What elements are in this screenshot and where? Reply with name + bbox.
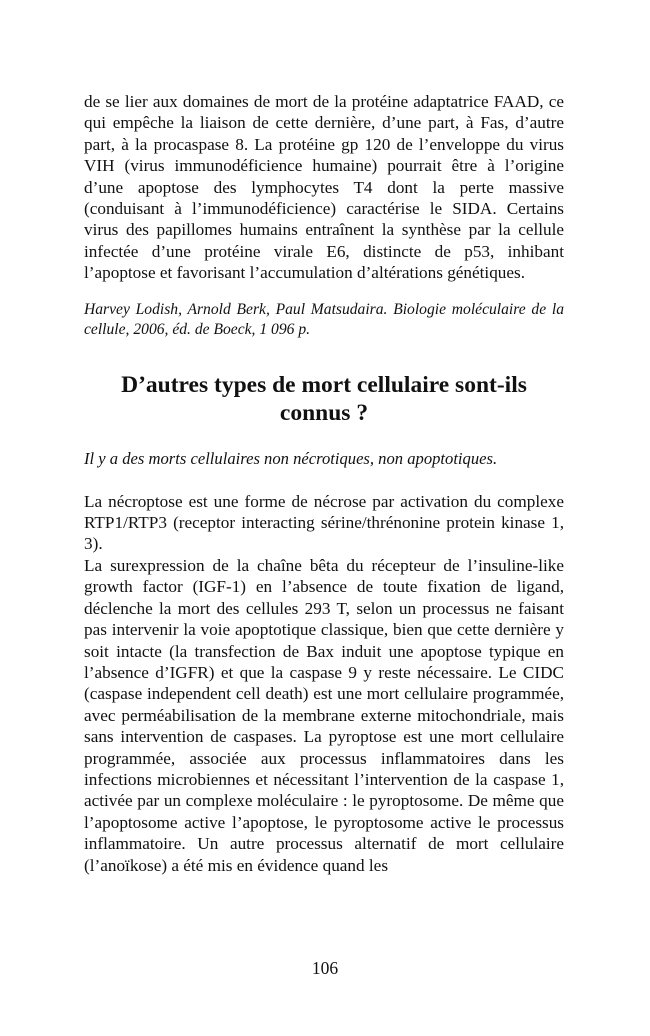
- section-heading: [84, 371, 564, 428]
- section-body: [84, 491, 564, 876]
- page-content: [84, 91, 564, 876]
- paragraph-necroptose: La nécroptose est une forme de nécrose par activation du complexe RTP1/RTP3 (receptor interacting sérine/thrénonine protein kinase 1, 3).: [84, 491, 564, 554]
- bibliographic-citation: Harvey Lodish, Arnold Berk, Paul Matsudaira. Biologie moléculaire de la cellule, 2006, éd. de Boeck, 1 096 p.: [84, 300, 564, 339]
- paragraph-apoptosis-viruses: de se lier aux domaines de mort de la protéine adaptatrice FAAD, ce qui empêche la liaison de cette dernière, d’une part, à Fas, d’autre part, à la procaspase 8. La protéine gp 120 de l’enveloppe du virus VIH (virus immunodéficience humaine) pourrait être à l’origine d’une apoptose des lymphocytes T4 dont la perte massive (conduisant à l’immunodéficience) caractérise le SIDA. Certains virus des papillomes humains entraînent la synthèse par la cellule infectée d’une protéine virale E6, distincte de p53, inhibant l’apoptose et favorisant l’accumulation d’altérations génétiques.: [84, 92, 564, 283]
- section-heading-line-1: D’autres types de mort cellulaire sont-ils: [121, 371, 527, 398]
- paragraph-alternative-death: La surexpression de la chaîne bêta du récepteur de l’insuline-like growth factor (IGF-1) en l’absence de toute fixation de ligand, déclenche la mort des cellules 293 T, selon un processus ne faisant pas intervenir la voie apoptotique classique, bien que cette dernière y soit intacte (la transfection de Bax induit une apoptose typique en l’absence d’IGFR) et que la caspase 9 y reste nécessaire. Le CIDC (caspase independent cell death) est une mort cellulaire programmée, avec perméabilisation de la membrane externe mitochondriale, mais sans intervention de caspases. La pyroptose est une mort cellulaire programmée, associée aux processus inflammatoires dans les infections microbiennes et nécessitant l’intervention de la caspase 1, activée par un complexe moléculaire : le pyroptosome. De même que l’apoptosome active l’apoptose, le pyroptosome active le processus inflammatoire. Un autre processus alternatif de mort cellulaire (l’anoïkose) a été mis en évidence quand les: [84, 555, 564, 875]
- section-heading-line-2: connus ?: [279, 400, 369, 427]
- section-lead: Il y a des morts cellulaires non nécrotiques, non apoptotiques.: [84, 448, 498, 468]
- page-number: 106: [311, 958, 339, 978]
